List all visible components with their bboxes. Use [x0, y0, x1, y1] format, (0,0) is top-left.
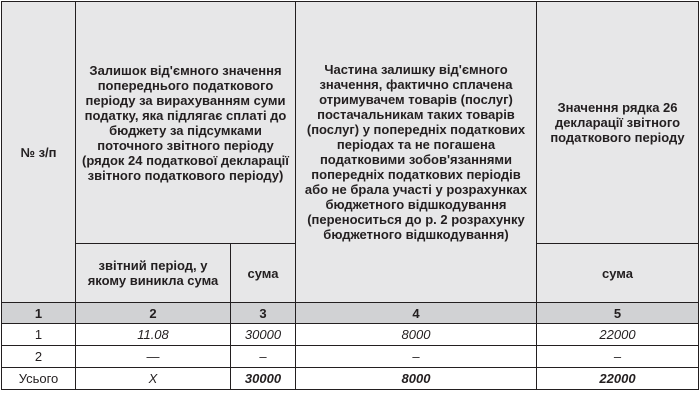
row-sum: 30000 — [231, 324, 296, 346]
header-line26: Значення рядка 26 декларації звітного податкового періоду — [537, 2, 699, 244]
subheader-sum-balance: сума — [231, 244, 296, 303]
column-number: 3 — [231, 303, 296, 324]
total-sum: 30000 — [231, 368, 296, 390]
column-number: 5 — [537, 303, 699, 324]
total-label: Усього — [2, 368, 76, 390]
row-period: 11.08 — [76, 324, 231, 346]
column-numbers-row — [2, 303, 699, 324]
row-paid: – — [296, 346, 537, 368]
row-sum: – — [231, 346, 296, 368]
row-period: — — [76, 346, 231, 368]
row-line26: 22000 — [537, 324, 699, 346]
row-line26: – — [537, 346, 699, 368]
column-number: 4 — [296, 303, 537, 324]
header-paid-part: Частина залишку від'ємного значення, фактично сплачена отримувачем товарів (послуг) постачальникам таких товарів (послуг) у попередніх податкових періодах та не погашена податковими зобов'язаннями попередніх податкових періодів або не брала участі у розрахунках бюджетного відшкодування (переноситься до р. 2 розрахунку бюджетного відшкодування) — [296, 2, 537, 303]
table-row — [2, 346, 699, 368]
budget-refund-table — [1, 1, 699, 390]
row-num: 1 — [2, 324, 76, 346]
header-num: № з/п — [2, 2, 76, 303]
header-balance: Залишок від'ємного значення попереднього податкового періоду за вирахуванням суми податку, яка підлягає сплаті до бюджету за підсумками поточного звітного періоду (рядок 24 податкової декларації звітного податкового періоду) — [76, 2, 296, 244]
row-num: 2 — [2, 346, 76, 368]
table-row — [2, 324, 699, 346]
column-number: 1 — [2, 303, 76, 324]
header-row — [2, 2, 699, 244]
row-paid: 8000 — [296, 324, 537, 346]
subheader-sum-line26: сума — [537, 244, 699, 303]
total-period: Х — [76, 368, 231, 390]
total-line26: 22000 — [537, 368, 699, 390]
total-paid: 8000 — [296, 368, 537, 390]
column-number: 2 — [76, 303, 231, 324]
subheader-period: звітний період, у якому виникла сума — [76, 244, 231, 303]
total-row — [2, 368, 699, 390]
